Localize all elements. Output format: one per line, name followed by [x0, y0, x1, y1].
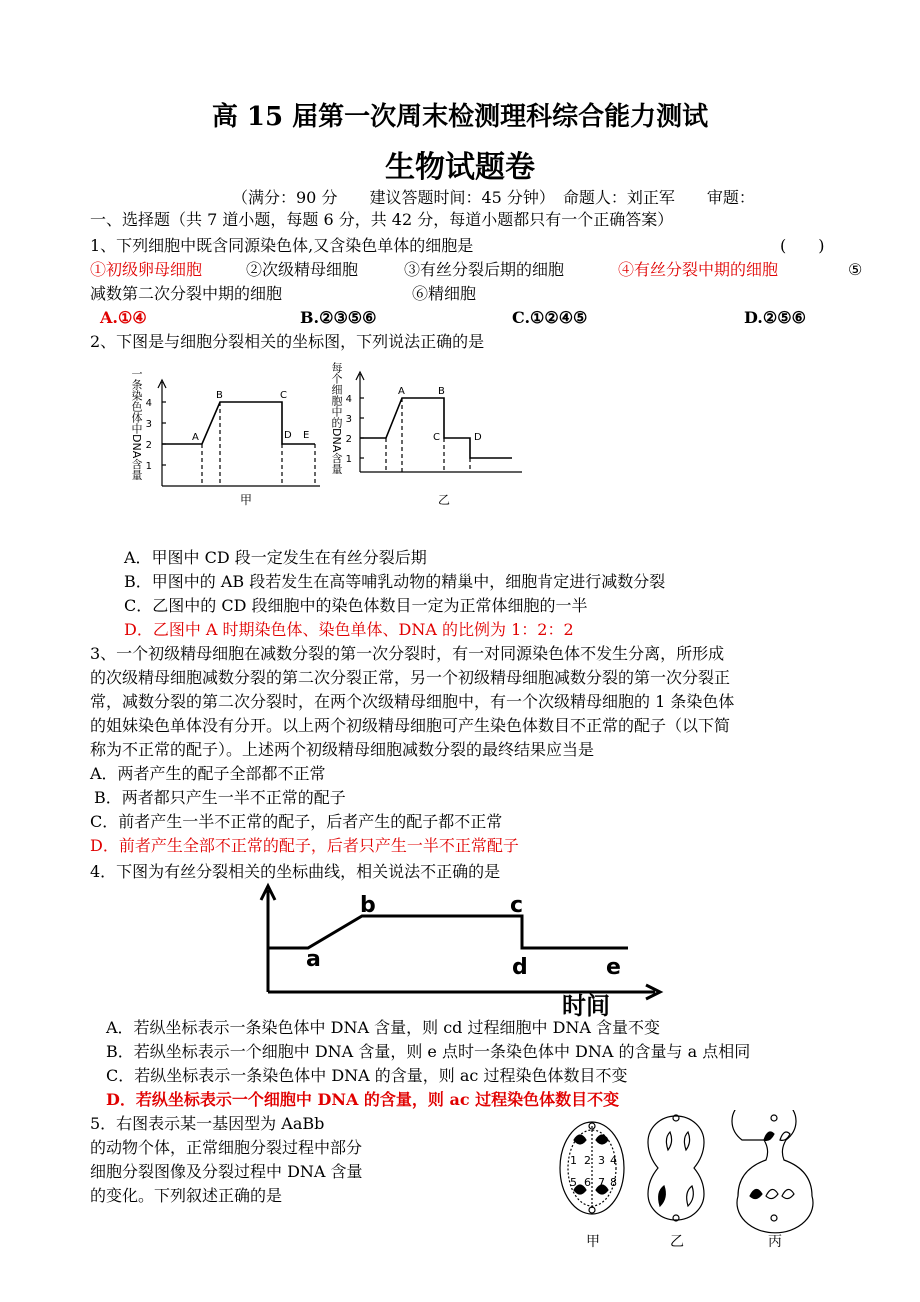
- yi-ylabel: 每个细胞中的DNA含量: [330, 362, 343, 475]
- q2-option-a: A．甲图中 CD 段一定发生在有丝分裂后期: [124, 548, 427, 567]
- chrom-1: 1: [570, 1154, 577, 1167]
- q4-axes: [261, 886, 660, 999]
- chrom-2: 2: [584, 1154, 591, 1167]
- q1-option-a: A.①④: [100, 308, 147, 327]
- jia-tick-3: 3: [145, 419, 152, 430]
- q2-stem: 2、下图是与细胞分裂相关的坐标图，下列说法正确的是: [90, 332, 485, 351]
- q4-option-c: C．若纵坐标表示一条染色体中 DNA 的含量，则 ac 过程染色体数目不变: [106, 1066, 628, 1085]
- q4-point-e: e: [606, 955, 621, 980]
- yi-point-c: C: [433, 432, 440, 443]
- q1-item-6: ⑥精细胞: [412, 284, 477, 303]
- q4-option-b: B．若纵坐标表示一个细胞中 DNA 含量，则 e 点时一条染色体中 DNA 的含量与 a 点相同: [106, 1042, 751, 1061]
- figure-jia: [158, 380, 320, 486]
- chrom-6: 6: [584, 1176, 591, 1189]
- q3-line-3: 常，减数分裂的第二次分裂时，在两个次级精母细胞中，有一个次级精母细胞的 1 条染色体: [90, 692, 735, 711]
- chrom-5: 5: [570, 1176, 577, 1189]
- q1-option-c: C.①②④⑤: [512, 308, 588, 327]
- cell-jia-caption: 甲: [586, 1234, 600, 1250]
- chrom-4: 4: [610, 1154, 617, 1167]
- q4-point-b: b: [360, 893, 376, 918]
- jia-tick-2: 2: [145, 440, 152, 451]
- yi-point-a: A: [398, 386, 405, 397]
- q4-option-d: D．若纵坐标表示一个细胞中 DNA 的含量，则 ac 过程染色体数目不变: [106, 1090, 620, 1109]
- cell-jia-numbers: [570, 1154, 617, 1189]
- q2-option-c: C．乙图中的 CD 段细胞中的染色体数目一定为正常体细胞的一半: [124, 596, 588, 615]
- chrom-3: 3: [598, 1154, 605, 1167]
- q1-item-2: ②次级精母细胞: [246, 260, 359, 279]
- exam-subtitle: 生物试题卷: [385, 150, 535, 185]
- jia-tick-1: 1: [145, 461, 152, 472]
- yi-tick-3: 3: [345, 414, 352, 425]
- q2-figures: [120, 362, 550, 512]
- q2-option-d: D．乙图中 A 时期染色体、染色单体、DNA 的比例为 1：2：2: [124, 620, 574, 639]
- q4-figure: [250, 882, 670, 1022]
- exam-info: （满分：90 分 建议答题时间：45 分钟） 命题人：刘正军 审题：: [232, 188, 755, 207]
- section-heading: 一、选择题（共 7 道小题，每题 6 分，共 42 分，每道小题都只有一个正确答案）: [90, 210, 674, 229]
- yi-point-d: D: [474, 432, 482, 443]
- q4-point-d: d: [512, 955, 528, 980]
- chrom-7: 7: [598, 1176, 605, 1189]
- yi-tick-4: 4: [345, 394, 352, 405]
- q3-option-d: D．前者产生全部不正常的配子，后者只产生一半不正常配子: [90, 836, 519, 855]
- q4-option-a: A．若纵坐标表示一条染色体中 DNA 含量，则 cd 过程细胞中 DNA 含量不变: [106, 1018, 661, 1037]
- jia-point-e: E: [303, 430, 310, 441]
- cell-yi: [648, 1115, 704, 1221]
- q3-line-5: 称为不正常的配子）。上述两个初级精母细胞减数分裂的最终结果应当是: [90, 740, 595, 759]
- jia-point-a: A: [192, 432, 199, 443]
- q1-item-1: ①初级卵母细胞: [90, 260, 203, 279]
- q3-line-4: 的姐妹染色单体没有分开。以上两个初级精母细胞可产生染色体数目不正常的配子（以下简: [90, 716, 731, 735]
- cell-bing: [732, 1110, 813, 1233]
- q1-option-b: B.②③⑤⑥: [300, 308, 377, 327]
- exam-title: 高 15 届第一次周末检测理科综合能力测试: [211, 102, 709, 132]
- jia-caption: 甲: [240, 493, 253, 507]
- q3-option-a: A．两者产生的配子全部都不正常: [90, 764, 326, 783]
- q1-item-4: ④有丝分裂中期的细胞: [618, 260, 779, 279]
- q5-line-2: 的动物个体，正常细胞分裂过程中部分: [90, 1138, 363, 1157]
- jia-point-c: C: [280, 390, 287, 401]
- yi-caption: 乙: [438, 493, 451, 507]
- q3-option-c: C．前者产生一半不正常的配子，后者产生的配子都不正常: [90, 812, 503, 831]
- q4-point-a: a: [306, 947, 321, 972]
- q4-curve: [268, 916, 628, 948]
- q1-item-5: 减数第二次分裂中期的细胞: [90, 284, 283, 303]
- yi-tick-2: 2: [345, 434, 352, 445]
- q1-item-5-marker: ⑤: [848, 260, 863, 279]
- q4-point-c: c: [510, 893, 524, 918]
- jia-point-b: B: [216, 390, 223, 401]
- q5-cell-figures: [556, 1110, 816, 1252]
- yi-tick-1: 1: [345, 454, 352, 465]
- cell-bing-caption: 丙: [768, 1234, 782, 1250]
- cell-yi-caption: 乙: [670, 1234, 684, 1250]
- jia-tick-4: 4: [145, 398, 152, 409]
- q1-option-d: D.②⑤⑥: [744, 308, 806, 327]
- q4-stem: 4．下图为有丝分裂相关的坐标曲线，相关说法不正确的是: [90, 862, 501, 881]
- q1-item-3: ③有丝分裂后期的细胞: [404, 260, 565, 279]
- cell-jia: [560, 1122, 624, 1214]
- q3-line-2: 的次级精母细胞减数分裂的第二次分裂正常，另一个初级精母细胞减数分裂的第一次分裂正: [90, 668, 731, 687]
- q5-line-1: 5．右图表示某一基因型为 AaBb: [90, 1114, 325, 1133]
- q1-stem: 1、下列细胞中既含同源染色体,又含染色单体的细胞是: [90, 236, 474, 255]
- q4-xlabel: 时间: [562, 992, 610, 1020]
- q2-option-b: B．甲图中的 AB 段若发生在高等哺乳动物的精巢中，细胞肯定进行减数分裂: [124, 572, 666, 591]
- q1-answer-paren: ( ): [780, 236, 825, 255]
- chrom-8: 8: [610, 1176, 617, 1189]
- q5-line-4: 的变化。下列叙述正确的是: [90, 1186, 283, 1205]
- jia-point-d: D: [284, 430, 292, 441]
- q5-line-3: 细胞分裂图像及分裂过程中 DNA 含量: [90, 1162, 363, 1181]
- q3-option-b: B．两者都只产生一半不正常的配子: [94, 788, 346, 807]
- jia-ylabel: 一条染色体中DNA含量: [130, 368, 143, 481]
- yi-point-b: B: [438, 386, 445, 397]
- q3-line-1: 3、一个初级精母细胞在减数分裂的第一次分裂时，有一对同源染色体不发生分离，所形成: [90, 644, 725, 663]
